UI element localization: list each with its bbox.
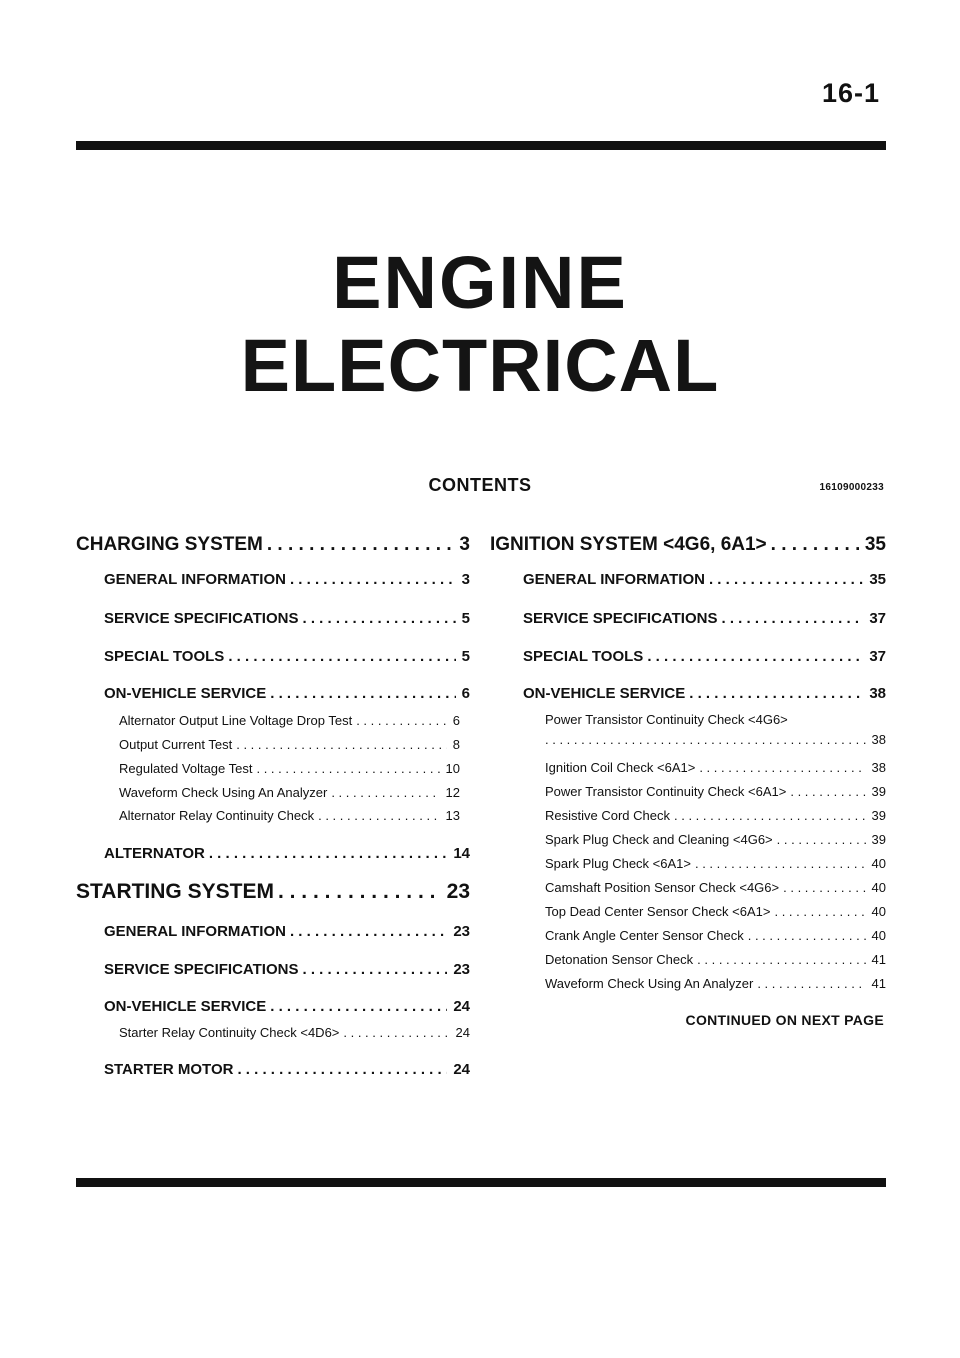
toc-entry-starting-service-specifications[interactable]	[104, 961, 470, 978]
toc-entry-charging-on-vehicle-service[interactable]	[104, 685, 470, 702]
toc-entry-page: 40	[871, 880, 886, 895]
toc-entry-page: 35	[864, 534, 886, 555]
top-rule	[76, 141, 886, 150]
toc-subentry-spark-plug-cleaning-4g6[interactable]	[545, 832, 886, 847]
toc-subentry-top-dead-center-sensor[interactable]	[545, 904, 886, 919]
leader-dots	[270, 998, 447, 1015]
toc-entry-page: 24	[455, 1025, 470, 1040]
toc-entry-title: Power Transistor Continuity Check <6A1>	[545, 784, 787, 799]
toc-entry-page: 37	[869, 648, 886, 665]
page-title-line2: ELECTRICAL	[240, 324, 720, 407]
leader-dots	[674, 808, 866, 823]
toc-entry-page: 41	[871, 952, 886, 967]
toc-entry-title: STARTER MOTOR	[104, 1061, 234, 1078]
leader-dots	[302, 610, 455, 627]
toc-entry-starting-system[interactable]	[76, 880, 470, 904]
toc-entry-title: Camshaft Position Sensor Check <4G6>	[545, 880, 780, 895]
leader-dots	[783, 880, 865, 895]
toc-entry-title: SPECIAL TOOLS	[104, 648, 225, 665]
toc-entry-title: Starter Relay Continuity Check <4D6>	[119, 1025, 340, 1040]
toc-entry-title: Spark Plug Check <6A1>	[545, 856, 691, 871]
leader-dots	[748, 928, 866, 943]
leader-dots	[709, 571, 863, 588]
toc-entry-charging-general-information[interactable]	[104, 571, 470, 588]
toc-entry-ignition-system[interactable]	[490, 534, 886, 556]
toc-entry-title: Waveform Check Using An Analyzer	[545, 976, 754, 991]
toc-entry-title: Output Current Test	[119, 737, 233, 752]
toc-subentry-output-current-test[interactable]	[119, 737, 460, 752]
leader-dots	[699, 760, 865, 775]
leader-dots	[290, 923, 447, 940]
toc-entry-title: GENERAL INFORMATION	[104, 923, 286, 940]
toc-entry-page: 8	[452, 737, 460, 752]
leader-dots	[267, 534, 454, 556]
toc-entry-page: 13	[445, 808, 460, 823]
leader-dots	[278, 880, 441, 904]
toc-entry-page: 40	[871, 928, 886, 943]
toc-entry-title: Alternator Output Line Voltage Drop Test	[119, 713, 353, 728]
leader-dots	[697, 952, 865, 967]
toc-entry-page: 40	[871, 904, 886, 919]
leader-dots	[331, 785, 439, 800]
leader-dots	[228, 648, 455, 665]
leader-dots	[771, 534, 859, 556]
toc-entry-charging-special-tools[interactable]	[104, 648, 470, 665]
toc-entry-title: ON-VEHICLE SERVICE	[104, 998, 267, 1015]
toc-subentry-crank-angle-sensor[interactable]	[545, 928, 886, 943]
page-title-line1: ENGINE	[332, 241, 628, 324]
toc-subentry-ignition-coil-check[interactable]	[545, 760, 886, 775]
toc-entry-starting-on-vehicle-service[interactable]	[104, 998, 470, 1015]
toc-entry-title: ON-VEHICLE SERVICE	[104, 685, 267, 702]
toc-entry-alternator[interactable]	[104, 845, 470, 862]
toc-subentry-camshaft-position-sensor[interactable]	[545, 880, 886, 895]
toc-entry-page: 24	[453, 998, 470, 1015]
toc-entry-page: 14	[453, 845, 470, 862]
toc-subentry-detonation-sensor[interactable]	[545, 952, 886, 967]
toc-entry-page: 6	[452, 713, 460, 728]
toc-entry-title: ALTERNATOR	[104, 845, 205, 862]
toc-entry-page: 12	[445, 785, 460, 800]
toc-entry-title: Ignition Coil Check <6A1>	[545, 760, 696, 775]
toc-entry-page: 35	[869, 571, 886, 588]
leader-dots	[356, 713, 447, 728]
toc-entry-page: 5	[461, 610, 470, 627]
toc-entry-title: Crank Angle Center Sensor Check	[545, 928, 744, 943]
toc-entry-starting-general-information[interactable]	[104, 923, 470, 940]
leader-dots	[302, 961, 447, 978]
toc-entry-page: 3	[459, 534, 470, 555]
toc-entry-page: 6	[461, 685, 470, 702]
toc-entry-title: Alternator Relay Continuity Check	[119, 808, 315, 823]
toc-entry-page: 5	[461, 648, 470, 665]
page-number: 16-1	[821, 78, 880, 108]
toc-entry-page: 24	[453, 1061, 470, 1078]
leader-dots	[647, 648, 863, 665]
toc-entry-page: 23	[453, 923, 470, 940]
toc-entry-ignition-service-specifications[interactable]	[523, 610, 886, 627]
toc-entry-charging-service-specifications[interactable]	[104, 610, 470, 627]
leader-dots	[290, 571, 456, 588]
toc-entry-page: 40	[871, 856, 886, 871]
leader-dots	[790, 784, 865, 799]
leader-dots	[774, 904, 865, 919]
toc-subentry-power-transistor-6a1[interactable]	[545, 784, 886, 799]
leader-dots	[256, 761, 439, 776]
toc-entry-page: 41	[871, 976, 886, 991]
leader-dots	[695, 856, 866, 871]
leader-dots	[209, 845, 447, 862]
bottom-rule	[76, 1178, 886, 1187]
toc-subentry-waveform-check[interactable]	[119, 785, 460, 800]
toc-entry-title: Top Dead Center Sensor Check <6A1>	[545, 904, 771, 919]
toc-entry-title: SERVICE SPECIFICATIONS	[104, 610, 299, 627]
leader-dots	[777, 832, 866, 847]
toc-entry-title: SERVICE SPECIFICATIONS	[104, 961, 299, 978]
toc-entry-title: STARTING SYSTEM	[76, 880, 274, 903]
leader-dots	[237, 1061, 447, 1078]
leader-dots	[343, 1025, 449, 1040]
toc-entry-title: SERVICE SPECIFICATIONS	[523, 610, 718, 627]
toc-entry-page: 38	[871, 732, 886, 747]
toc-entry-ignition-on-vehicle-service[interactable]	[523, 685, 886, 702]
toc-subentry-alternator-voltage-drop[interactable]	[119, 713, 460, 728]
toc-entry-page: 10	[445, 761, 460, 776]
leader-dots	[236, 737, 447, 752]
contents-heading: CONTENTS	[428, 475, 532, 495]
leader-dots	[689, 685, 863, 702]
toc-entry-title: SPECIAL TOOLS	[523, 648, 644, 665]
leader-dots	[270, 685, 455, 702]
toc-entry-page: 23	[446, 880, 470, 903]
leader-dots	[318, 808, 439, 823]
leader-dots	[721, 610, 863, 627]
toc-entry-ignition-general-information[interactable]	[523, 571, 886, 588]
toc-entry-title: IGNITION SYSTEM <4G6, 6A1>	[490, 534, 767, 555]
toc-entry-title: Detonation Sensor Check	[545, 952, 694, 967]
toc-entry-page: 38	[871, 760, 886, 775]
toc-entry-title: GENERAL INFORMATION	[523, 571, 705, 588]
toc-entry-page: 39	[871, 808, 886, 823]
toc-entry-ignition-special-tools[interactable]	[523, 648, 886, 665]
toc-subentry-alternator-relay-check[interactable]	[119, 808, 460, 823]
toc-entry-title: CHARGING SYSTEM	[76, 534, 263, 555]
toc-entry-title: Resistive Cord Check	[545, 808, 670, 823]
toc-entry-page: 37	[869, 610, 886, 627]
toc-entry-title: GENERAL INFORMATION	[104, 571, 286, 588]
toc-entry-page: 23	[453, 961, 470, 978]
toc-entry-title: Spark Plug Check and Cleaning <4G6>	[545, 832, 773, 847]
toc-entry-title: ON-VEHICLE SERVICE	[523, 685, 686, 702]
toc-entry-starter-motor[interactable]	[104, 1061, 470, 1078]
document-id: 16109000233	[819, 482, 884, 493]
toc-entry-page: 39	[871, 832, 886, 847]
toc-subentry-spark-plug-check-6a1[interactable]	[545, 856, 886, 871]
toc-subentry-regulated-voltage-test[interactable]	[119, 761, 460, 776]
toc-entry-title: Power Transistor Continuity Check <4G6>	[545, 712, 788, 727]
toc-entry-title: Regulated Voltage Test	[119, 761, 253, 776]
toc-subentry-power-transistor-4g6[interactable]	[545, 712, 886, 747]
toc-entry-title: Waveform Check Using An Analyzer	[119, 785, 328, 800]
continued-note: CONTINUED ON NEXT PAGE	[685, 1012, 884, 1028]
toc-entry-page: 3	[461, 571, 470, 588]
toc-entry-charging-system[interactable]	[76, 534, 470, 556]
leader-dots	[757, 976, 865, 991]
toc-subentry-starter-relay-check[interactable]	[119, 1025, 470, 1040]
toc-subentry-ignition-waveform-check[interactable]	[545, 976, 886, 991]
toc-subentry-resistive-cord-check[interactable]	[545, 808, 886, 823]
toc-entry-page: 38	[869, 685, 886, 702]
leader-dots	[545, 732, 866, 747]
toc-entry-page: 39	[871, 784, 886, 799]
